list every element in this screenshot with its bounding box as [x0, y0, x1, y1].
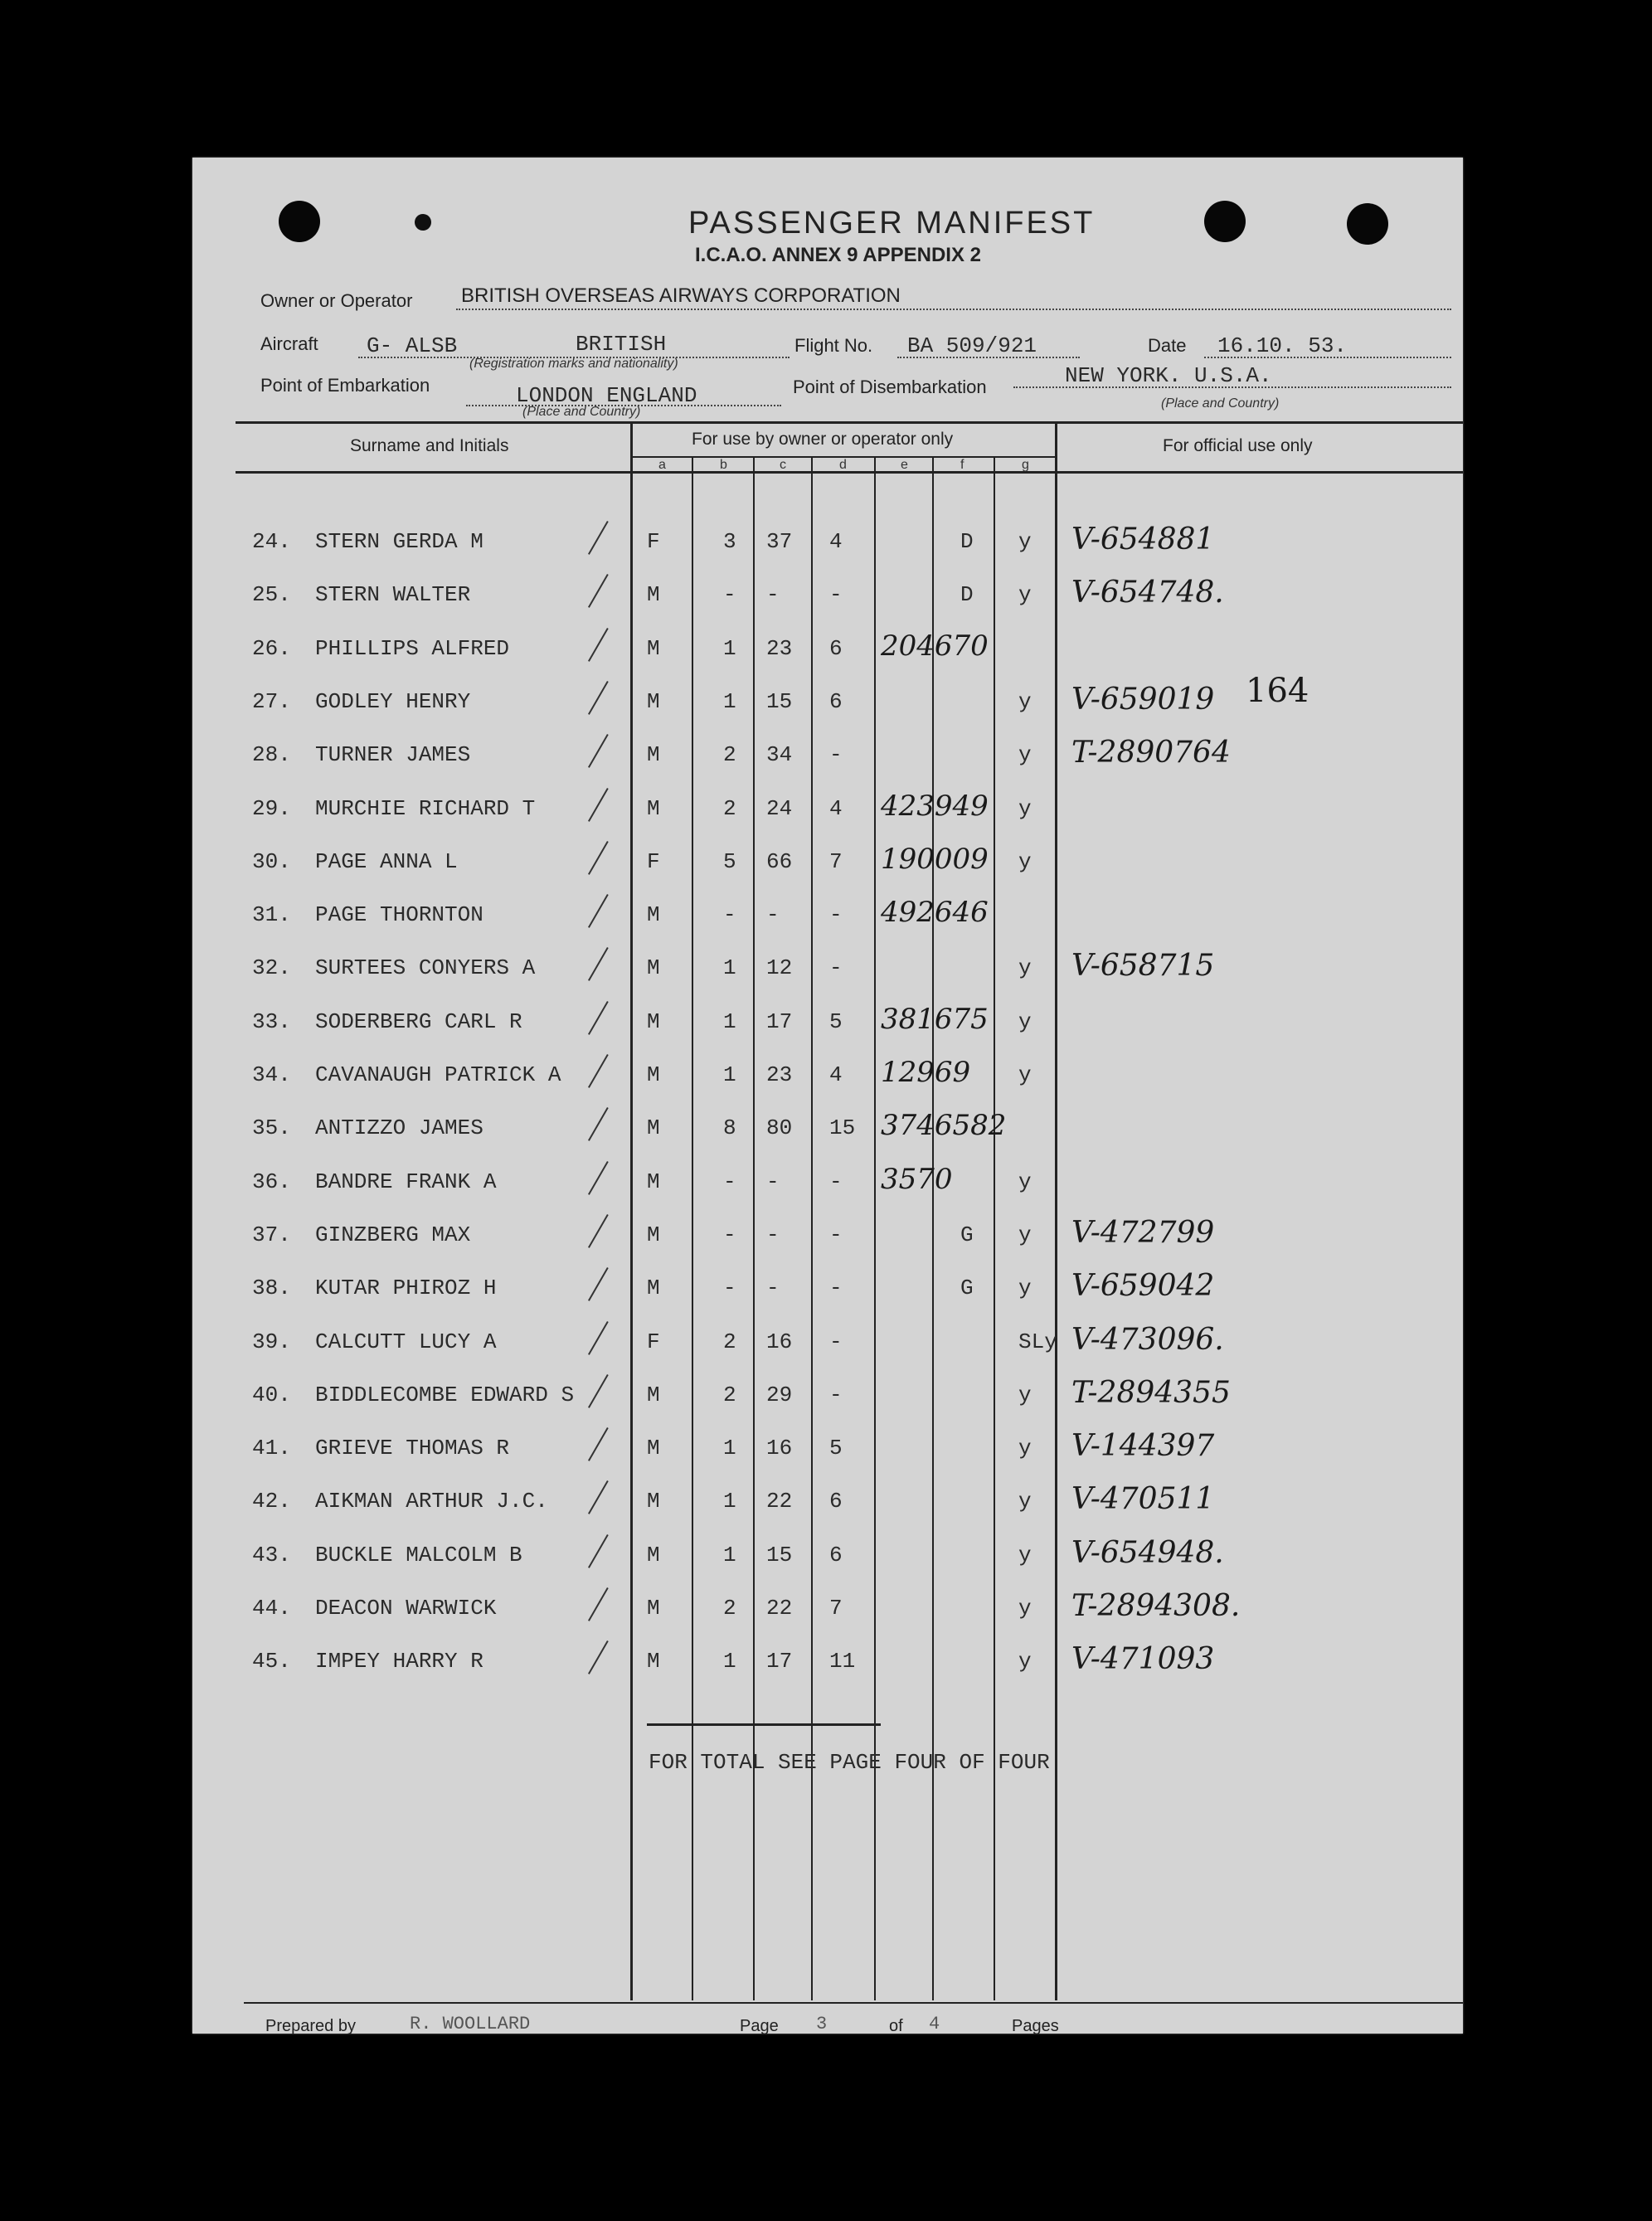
date-label: Date — [1148, 335, 1187, 356]
col-c-value: 23 — [766, 636, 793, 661]
check-mark-icon — [588, 1427, 609, 1461]
col-b-value: 8 — [723, 1115, 736, 1140]
col-c-value: 66 — [766, 849, 793, 874]
col-d-value: 6 — [829, 1543, 843, 1567]
passenger-name: MURCHIE RICHARD T — [315, 796, 536, 821]
passenger-name: KUTAR PHIROZ H — [315, 1276, 497, 1300]
official-visa-number: V-654948. — [1071, 1536, 1224, 1570]
col-g-value: y — [1018, 849, 1032, 874]
owner-value: BRITISH OVERSEAS AIRWAYS CORPORATION — [461, 284, 901, 307]
passenger-name: PAGE ANNA L — [315, 849, 458, 874]
table-row — [192, 1376, 1463, 1416]
col-b-value: 2 — [723, 1329, 736, 1354]
check-mark-icon — [588, 1321, 609, 1355]
aircraft-note: (Registration marks and nationality) — [469, 357, 678, 371]
official-visa-number: T-2894308. — [1071, 1589, 1241, 1623]
col-b-value: 1 — [723, 1009, 736, 1034]
row-number: 42. — [252, 1489, 291, 1514]
punch-hole-icon — [1204, 201, 1246, 242]
col-c-value: - — [766, 582, 780, 607]
col-a-sex: M — [647, 1436, 660, 1460]
official-visa-number: V-471093 — [1071, 1642, 1215, 1676]
prepared-value: R. WOOLLARD — [410, 2014, 531, 2034]
row-number: 43. — [252, 1543, 291, 1567]
col-d-value: - — [829, 1383, 843, 1407]
col-a-sex: M — [647, 689, 660, 714]
aircraft-dotted-line — [358, 357, 790, 358]
disembark-label: Point of Disembarkation — [793, 377, 987, 397]
col-header-name: Surname and Initials — [350, 436, 509, 455]
of-value: 4 — [929, 2014, 940, 2034]
sub-col-c: c — [780, 458, 786, 472]
passenger-name: STERN GERDA M — [315, 529, 483, 554]
col-g-value: y — [1018, 1649, 1032, 1674]
row-number: 45. — [252, 1649, 291, 1674]
col-g-value: SLy — [1018, 1329, 1057, 1354]
col-d-value: - — [829, 1169, 843, 1194]
col-d-value: - — [829, 1276, 843, 1300]
row-number: 26. — [252, 636, 291, 661]
table-row — [192, 1216, 1463, 1256]
passenger-name: IMPEY HARRY R — [315, 1649, 483, 1674]
check-mark-icon — [588, 1161, 609, 1195]
check-mark-icon — [588, 1001, 609, 1035]
col-d-value: 7 — [829, 849, 843, 874]
passenger-name: PAGE THORNTON — [315, 902, 483, 927]
owner-dotted-line — [456, 309, 1451, 310]
punch-hole-icon — [1347, 203, 1388, 245]
table-row — [192, 1536, 1463, 1576]
col-g-value: y — [1018, 955, 1032, 980]
col-b-value: - — [723, 1276, 736, 1300]
col-c-value: 23 — [766, 1062, 793, 1087]
col-f-value: D — [960, 529, 974, 554]
sub-col-f: f — [960, 458, 964, 472]
col-a-sex: M — [647, 1383, 660, 1407]
col-b-value: 1 — [723, 1062, 736, 1087]
col-a-sex: M — [647, 1169, 660, 1194]
check-mark-icon — [588, 947, 609, 981]
col-f-value: G — [960, 1276, 974, 1300]
date-dotted-line — [1204, 357, 1451, 358]
official-visa-number: V-659042 — [1071, 1269, 1215, 1303]
row-number: 32. — [252, 955, 291, 980]
col-e-handwritten: 204670 — [881, 629, 989, 663]
disembark-value: NEW YORK. U.S.A. — [1065, 363, 1272, 388]
col-c-value: - — [766, 1169, 780, 1194]
col-b-value: 1 — [723, 636, 736, 661]
col-c-value: 15 — [766, 1543, 793, 1567]
official-visa-number: V-144397 — [1071, 1429, 1215, 1463]
check-mark-icon — [588, 1267, 609, 1301]
col-g-value: y — [1018, 1169, 1032, 1194]
manifest-sheet — [192, 158, 1463, 2034]
col-a-sex: M — [647, 1649, 660, 1674]
table-row — [192, 736, 1463, 775]
row-number: 38. — [252, 1276, 291, 1300]
col-c-value: 37 — [766, 529, 793, 554]
col-a-sex: M — [647, 1596, 660, 1621]
official-visa-number: T-2894355 — [1071, 1376, 1231, 1410]
official-visa-number: V-654748. — [1071, 576, 1224, 610]
col-b-value: - — [723, 902, 736, 927]
col-b-value: 3 — [723, 529, 736, 554]
col-f-value: G — [960, 1222, 974, 1247]
official-visa-number: V-472799 — [1071, 1216, 1215, 1250]
col-c-value: - — [766, 1222, 780, 1247]
passenger-name: SODERBERG CARL R — [315, 1009, 522, 1034]
check-mark-icon — [588, 574, 609, 608]
col-g-value: y — [1018, 1062, 1032, 1087]
table-row — [192, 1163, 1463, 1203]
col-b-value: - — [723, 582, 736, 607]
col-e-handwritten: 190009 — [881, 843, 989, 876]
flight-label: Flight No. — [794, 335, 873, 356]
col-a-sex: M — [647, 1489, 660, 1514]
col-d-value: 6 — [829, 636, 843, 661]
sub-col-a: a — [658, 458, 666, 472]
col-b-value: 1 — [723, 1489, 736, 1514]
table-row — [192, 896, 1463, 936]
passenger-name: CALCUTT LUCY A — [315, 1329, 497, 1354]
col-b-value: 5 — [723, 849, 736, 874]
col-d-value: 4 — [829, 529, 843, 554]
col-b-value: 1 — [723, 1543, 736, 1567]
official-visa-number: V-659019 — [1071, 683, 1215, 717]
row-number: 35. — [252, 1115, 291, 1140]
passenger-name: CAVANAUGH PATRICK A — [315, 1062, 561, 1087]
table-row — [192, 522, 1463, 562]
col-d-value: - — [829, 742, 843, 767]
col-g-value: y — [1018, 1222, 1032, 1247]
passenger-name: BUCKLE MALCOLM B — [315, 1543, 522, 1567]
prepared-label: Prepared by — [265, 2017, 356, 2035]
row-number: 34. — [252, 1062, 291, 1087]
col-a-sex: F — [647, 1329, 660, 1354]
embark-label: Point of Embarkation — [260, 375, 430, 396]
check-mark-icon — [588, 1374, 609, 1408]
sub-col-g: g — [1022, 458, 1029, 472]
punch-hole-small-icon — [415, 214, 431, 231]
check-mark-icon — [588, 628, 609, 662]
passenger-name: AIKMAN ARTHUR J.C. — [315, 1489, 548, 1514]
col-a-sex: M — [647, 582, 660, 607]
col-c-value: 15 — [766, 689, 793, 714]
col-b-value: 1 — [723, 1436, 736, 1460]
col-a-sex: M — [647, 955, 660, 980]
table-row — [192, 1482, 1463, 1522]
col-a-sex: M — [647, 1543, 660, 1567]
page-label: Page — [740, 2017, 779, 2035]
check-mark-icon — [588, 1587, 609, 1621]
passenger-name: PHILLIPS ALFRED — [315, 636, 510, 661]
col-c-value: - — [766, 1276, 780, 1300]
sub-col-d: d — [839, 458, 847, 472]
col-g-value: y — [1018, 1489, 1032, 1514]
col-c-value: 80 — [766, 1115, 793, 1140]
col-header-official: For official use only — [1163, 436, 1313, 455]
col-d-value: - — [829, 1329, 843, 1354]
col-e-handwritten: 3746582 — [881, 1109, 1007, 1142]
col-d-value: 6 — [829, 1489, 843, 1514]
col-a-sex: F — [647, 849, 660, 874]
table-row — [192, 629, 1463, 669]
disembark-dotted-line — [1013, 386, 1451, 388]
passenger-name: STERN WALTER — [315, 582, 471, 607]
col-b-value: 2 — [723, 796, 736, 821]
check-mark-icon — [588, 1054, 609, 1088]
col-d-value: 11 — [829, 1649, 856, 1674]
row-number: 24. — [252, 529, 291, 554]
passenger-name: GINZBERG MAX — [315, 1222, 471, 1247]
col-d-value: 7 — [829, 1596, 843, 1621]
total-note: FOR TOTAL SEE PAGE FOUR OF FOUR — [649, 1750, 1050, 1775]
col-d-value: 5 — [829, 1009, 843, 1034]
table-row — [192, 1642, 1463, 1682]
table-top-rule — [236, 421, 1463, 424]
table-row — [192, 1589, 1463, 1629]
aircraft-nationality: BRITISH — [576, 332, 667, 357]
disembark-note: (Place and Country) — [1161, 396, 1280, 411]
col-a-sex: M — [647, 1276, 660, 1300]
owner-label: Owner or Operator — [260, 290, 413, 311]
passenger-name: GRIEVE THOMAS R — [315, 1436, 510, 1460]
check-mark-icon — [588, 1480, 609, 1514]
of-label: of — [889, 2017, 903, 2035]
table-row — [192, 1109, 1463, 1149]
official-visa-number: V-658715 — [1071, 949, 1215, 983]
col-c-value: 24 — [766, 796, 793, 821]
col-e-handwritten: 12969 — [881, 1056, 971, 1089]
row-number: 31. — [252, 902, 291, 927]
col-b-value: 1 — [723, 689, 736, 714]
row-number: 33. — [252, 1009, 291, 1034]
col-b-value: - — [723, 1222, 736, 1247]
col-d-value: - — [829, 902, 843, 927]
check-mark-icon — [588, 841, 609, 875]
check-mark-icon — [588, 681, 609, 715]
col-a-sex: M — [647, 636, 660, 661]
col-e-handwritten: 492646 — [881, 896, 989, 929]
official-visa-number: V-470511 — [1071, 1482, 1215, 1516]
col-g-value: y — [1018, 1543, 1032, 1567]
col-c-value: 17 — [766, 1009, 793, 1034]
page-value: 3 — [816, 2014, 828, 2034]
col-c-value: - — [766, 902, 780, 927]
table-row — [192, 1269, 1463, 1309]
col-g-value: y — [1018, 1383, 1032, 1407]
col-a-sex: M — [647, 1222, 660, 1247]
passenger-name: DEACON WARWICK — [315, 1596, 497, 1621]
embark-note: (Place and Country) — [522, 405, 641, 419]
col-b-value: 1 — [723, 1649, 736, 1674]
row-number: 40. — [252, 1383, 291, 1407]
passenger-name: TURNER JAMES — [315, 742, 471, 767]
col-c-value: 29 — [766, 1383, 793, 1407]
col-c-value: 22 — [766, 1489, 793, 1514]
footer-rule — [244, 2002, 1463, 2004]
row-number: 30. — [252, 849, 291, 874]
col-g-value: y — [1018, 742, 1032, 767]
row-number: 41. — [252, 1436, 291, 1460]
flight-dotted-line — [897, 357, 1080, 358]
col-d-value: - — [829, 1222, 843, 1247]
col-g-value: y — [1018, 1276, 1032, 1300]
col-g-value: y — [1018, 1436, 1032, 1460]
pages-label: Pages — [1012, 2017, 1059, 2035]
col-d-value: 15 — [829, 1115, 856, 1140]
passenger-name: BANDRE FRANK A — [315, 1169, 497, 1194]
official-visa-number: T-2890764 — [1071, 736, 1231, 770]
table-row — [192, 1429, 1463, 1469]
check-mark-icon — [588, 1214, 609, 1248]
sub-col-b: b — [720, 458, 727, 472]
col-b-value: 1 — [723, 955, 736, 980]
flight-value: BA 509/921 — [907, 333, 1037, 358]
row-number: 39. — [252, 1329, 291, 1354]
col-g-value: y — [1018, 529, 1032, 554]
table-row — [192, 1003, 1463, 1042]
col-g-value: y — [1018, 689, 1032, 714]
passenger-name: BIDDLECOMBE EDWARD S — [315, 1383, 575, 1407]
check-mark-icon — [588, 788, 609, 822]
passenger-name: ANTIZZO JAMES — [315, 1115, 483, 1140]
col-a-sex: F — [647, 529, 660, 554]
table-row — [192, 949, 1463, 989]
col-c-value: 34 — [766, 742, 793, 767]
check-mark-icon — [588, 894, 609, 928]
row-number: 27. — [252, 689, 291, 714]
check-mark-icon — [588, 1640, 609, 1674]
col-b-value: - — [723, 1169, 736, 1194]
embark-dotted-line — [466, 405, 781, 406]
col-a-sex: M — [647, 1115, 660, 1140]
date-value: 16.10. 53. — [1217, 333, 1348, 358]
col-e-handwritten: 381675 — [881, 1003, 989, 1036]
table-row — [192, 790, 1463, 829]
col-d-value: 4 — [829, 1062, 843, 1087]
col-d-value: - — [829, 955, 843, 980]
col-c-value: 17 — [766, 1649, 793, 1674]
col-b-value: 2 — [723, 1596, 736, 1621]
col-b-value: 2 — [723, 742, 736, 767]
col-a-sex: M — [647, 902, 660, 927]
table-row — [192, 1056, 1463, 1096]
check-mark-icon — [588, 521, 609, 555]
col-c-value: 22 — [766, 1596, 793, 1621]
row-number: 37. — [252, 1222, 291, 1247]
aircraft-value: G- ALSB — [367, 333, 458, 358]
row-number: 25. — [252, 582, 291, 607]
page-title: PASSENGER MANIFEST — [688, 206, 1096, 241]
col-d-value: - — [829, 582, 843, 607]
col-a-sex: M — [647, 742, 660, 767]
col-c-value: 12 — [766, 955, 793, 980]
col-header-operator: For use by owner or operator only — [692, 430, 954, 449]
col-a-sex: M — [647, 796, 660, 821]
check-mark-icon — [588, 734, 609, 768]
official-visa-number: V-473096. — [1071, 1323, 1224, 1357]
punch-hole-icon — [279, 201, 320, 242]
col-g-value: y — [1018, 582, 1032, 607]
table-row — [192, 1323, 1463, 1363]
page-subtitle: I.C.A.O. ANNEX 9 APPENDIX 2 — [695, 244, 981, 266]
col-g-value: y — [1018, 1596, 1032, 1621]
col-a-sex: M — [647, 1062, 660, 1087]
col-b-value: 2 — [723, 1383, 736, 1407]
col-d-value: 5 — [829, 1436, 843, 1460]
col-c-value: 16 — [766, 1436, 793, 1460]
embark-value: LONDON ENGLAND — [516, 383, 697, 408]
col-d-value: 6 — [829, 689, 843, 714]
row-number: 28. — [252, 742, 291, 767]
col-g-value: y — [1018, 796, 1032, 821]
table-row — [192, 843, 1463, 882]
check-mark-icon — [588, 1107, 609, 1141]
table-header-rule — [236, 471, 1463, 474]
col-e-handwritten: 423949 — [881, 790, 989, 823]
col-d-value: 4 — [829, 796, 843, 821]
total-underline — [647, 1723, 881, 1726]
aircraft-label: Aircraft — [260, 333, 318, 354]
col-g-value: y — [1018, 1009, 1032, 1034]
row-number: 36. — [252, 1169, 291, 1194]
row-number: 44. — [252, 1596, 291, 1621]
page-mark: 164 — [1246, 672, 1309, 710]
table-row — [192, 576, 1463, 615]
col-f-value: D — [960, 582, 974, 607]
check-mark-icon — [588, 1534, 609, 1568]
row-number: 29. — [252, 796, 291, 821]
col-a-sex: M — [647, 1009, 660, 1034]
col-e-handwritten: 3570 — [881, 1163, 953, 1196]
official-visa-number: V-654881 — [1071, 522, 1215, 556]
passenger-name: SURTEES CONYERS A — [315, 955, 536, 980]
sub-col-e: e — [901, 458, 908, 472]
passenger-name: GODLEY HENRY — [315, 689, 471, 714]
col-c-value: 16 — [766, 1329, 793, 1354]
